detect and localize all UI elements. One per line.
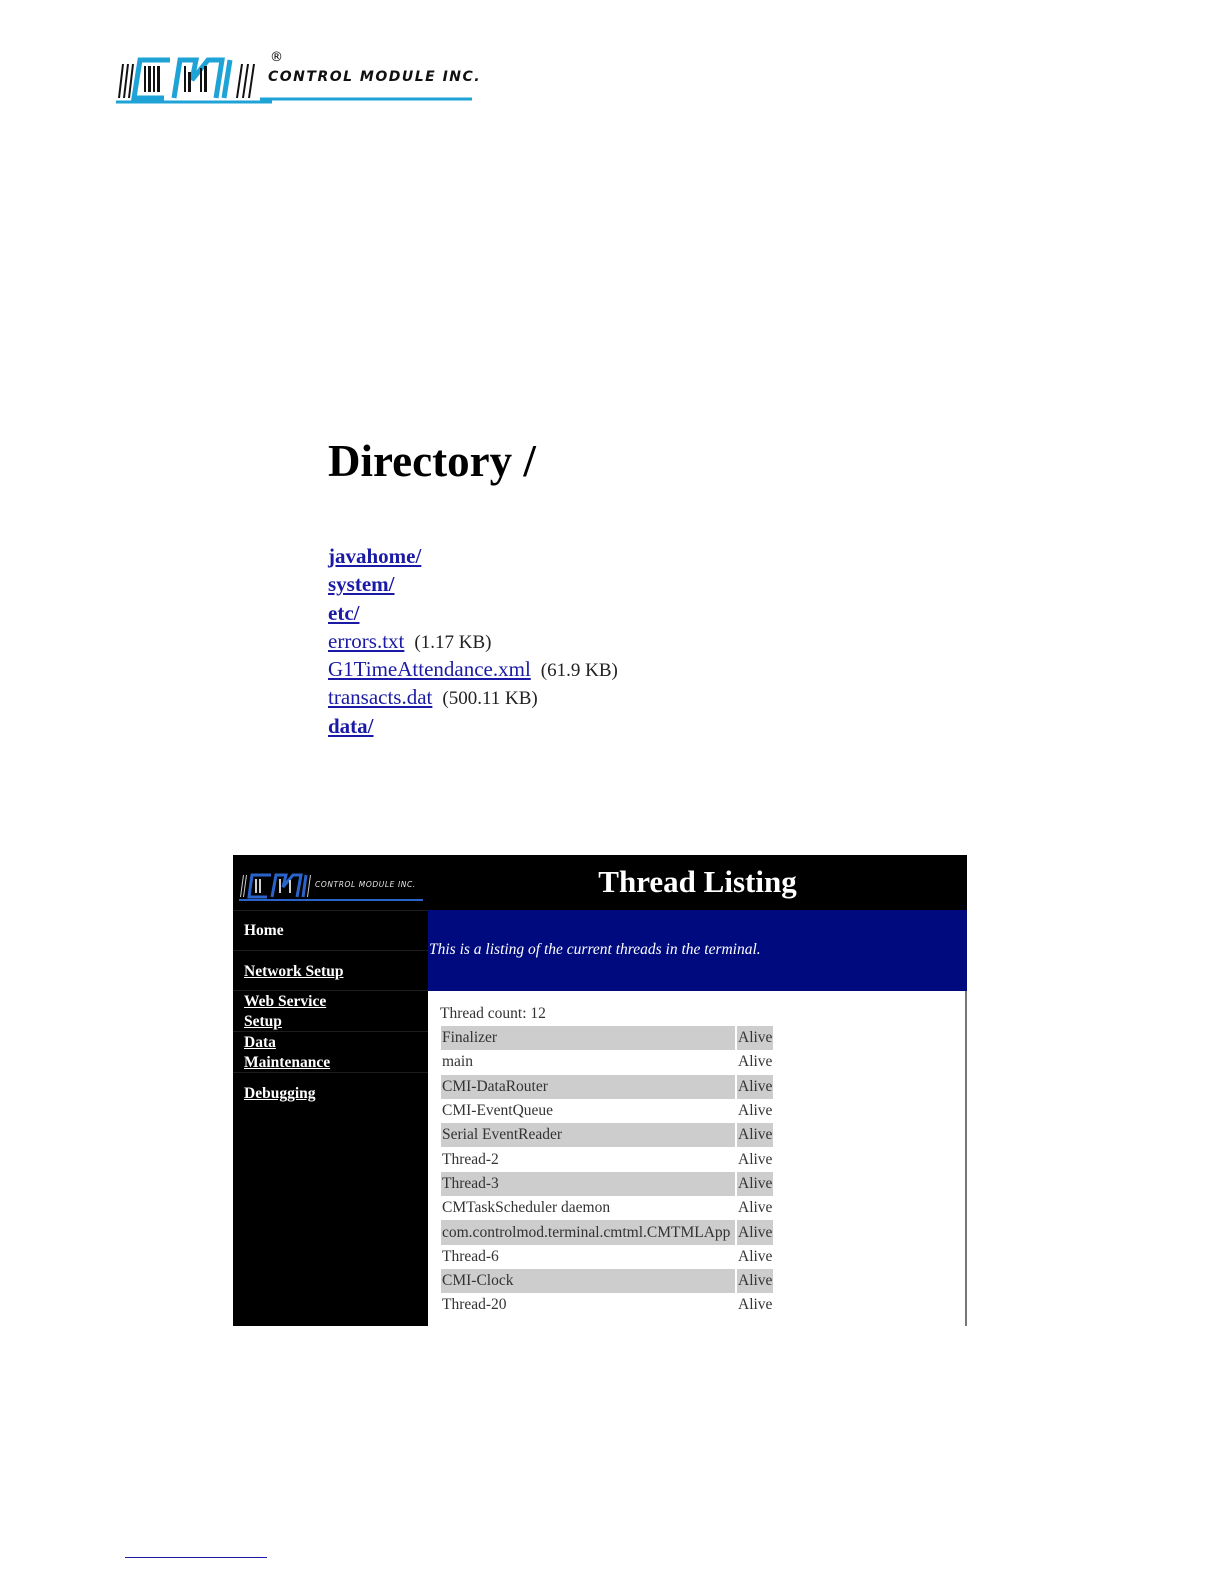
thread-state: Alive xyxy=(737,1026,773,1050)
description-bar xyxy=(428,910,967,991)
footer-rule xyxy=(125,1557,267,1558)
nav-row-home xyxy=(233,910,428,951)
thread-state: Alive xyxy=(737,1172,773,1196)
file-link-errors[interactable]: errors.txt xyxy=(328,628,405,653)
file-size: (1.17 KB) xyxy=(414,631,492,653)
table-row xyxy=(441,1293,773,1317)
list-item xyxy=(328,627,618,655)
thread-name: CMI-EventQueue xyxy=(442,1102,554,1120)
nav-network-setup-link[interactable]: Network Setup xyxy=(244,963,344,980)
thread-state: Alive xyxy=(737,1269,773,1293)
nav-setup-link[interactable]: Setup xyxy=(244,1013,282,1030)
title-bar xyxy=(428,855,967,910)
thread-name: Serial EventReader xyxy=(441,1123,735,1147)
nav-row-debugging xyxy=(233,1072,428,1115)
list-item xyxy=(328,570,618,598)
table-row xyxy=(441,1050,773,1074)
table-row xyxy=(441,1220,773,1244)
directory-title: Directory / xyxy=(328,436,536,486)
thread-table xyxy=(439,1026,775,1318)
cmi-logo-mark-icon xyxy=(112,50,272,105)
thread-state: Alive xyxy=(738,1247,773,1265)
folder-link-data[interactable]: data/ xyxy=(328,713,374,738)
file-size: (61.9 KB) xyxy=(540,660,618,682)
table-row xyxy=(441,1196,773,1220)
list-item xyxy=(328,712,618,740)
file-size: (500.11 KB) xyxy=(442,688,538,710)
list-item xyxy=(328,655,618,683)
company-logo xyxy=(112,50,492,110)
sidebar-logo xyxy=(239,867,425,903)
thread-state: Alive xyxy=(737,1075,773,1099)
table-row xyxy=(441,1269,773,1293)
table-row xyxy=(441,1245,773,1269)
table-row xyxy=(441,1172,773,1196)
nav-row-web-service xyxy=(233,990,428,1032)
list-item xyxy=(328,599,618,627)
sidebar-logo-text: CONTROL MODULE INC. xyxy=(315,880,416,889)
thread-name: Thread-6 xyxy=(442,1247,499,1265)
thread-name: main xyxy=(442,1053,473,1071)
folder-link-javahome[interactable]: javahome/ xyxy=(328,544,422,568)
thread-count: Thread count: 12 xyxy=(440,1005,546,1022)
directory-entry-list xyxy=(328,542,618,740)
table-row xyxy=(441,1123,773,1147)
table-row xyxy=(441,1147,773,1171)
nav-maintenance-link[interactable]: Maintenance xyxy=(244,1054,331,1071)
thread-name: Thread-3 xyxy=(441,1172,735,1196)
table-row xyxy=(441,1099,773,1123)
page-title: Thread Listing xyxy=(598,864,797,899)
table-row xyxy=(441,1026,773,1050)
thread-name: Finalizer xyxy=(441,1026,735,1050)
thread-name: CMI-Clock xyxy=(441,1269,735,1293)
thread-state: Alive xyxy=(737,1220,773,1244)
thread-name: CMTaskScheduler daemon xyxy=(442,1199,611,1217)
nav-data-link[interactable]: Data xyxy=(244,1034,276,1051)
folder-link-system[interactable]: system/ xyxy=(328,572,395,597)
thread-state: Alive xyxy=(738,1053,773,1071)
nav-row-data xyxy=(233,1031,428,1073)
directory-listing xyxy=(328,436,748,738)
table-row xyxy=(441,1075,773,1099)
thread-content xyxy=(428,991,967,1326)
thread-state: Alive xyxy=(738,1199,773,1217)
nav-web-service-link[interactable]: Web Service xyxy=(244,993,327,1010)
list-item xyxy=(328,542,618,570)
thread-state: Alive xyxy=(738,1150,773,1168)
thread-name: com.controlmod.terminal.cmtml.CMTMLApp xyxy=(441,1220,735,1244)
thread-name: Thread-2 xyxy=(442,1150,499,1168)
nav-debugging-link[interactable]: Debugging xyxy=(244,1085,316,1102)
page-description: This is a listing of the current threads in the terminal. xyxy=(429,941,761,958)
file-link-g1timeattendance[interactable]: G1TimeAttendance.xml xyxy=(328,657,531,682)
file-link-transacts[interactable]: transacts.dat xyxy=(328,685,433,710)
folder-link-etc[interactable]: etc/ xyxy=(328,600,360,625)
thread-state: Alive xyxy=(738,1296,773,1314)
registered-trademark: ® xyxy=(270,50,283,65)
thread-listing-page xyxy=(233,855,967,1326)
thread-name: Thread-20 xyxy=(442,1296,507,1314)
logo-underline xyxy=(260,94,475,106)
nav-row-network xyxy=(233,950,428,991)
thread-name: CMI-DataRouter xyxy=(441,1075,735,1099)
list-item xyxy=(328,683,618,711)
thread-state: Alive xyxy=(738,1102,773,1120)
nav-home-link[interactable]: Home xyxy=(244,922,284,939)
thread-state: Alive xyxy=(737,1123,773,1147)
company-name: CONTROL MODULE INC. xyxy=(268,69,482,85)
sidebar xyxy=(233,855,428,1326)
